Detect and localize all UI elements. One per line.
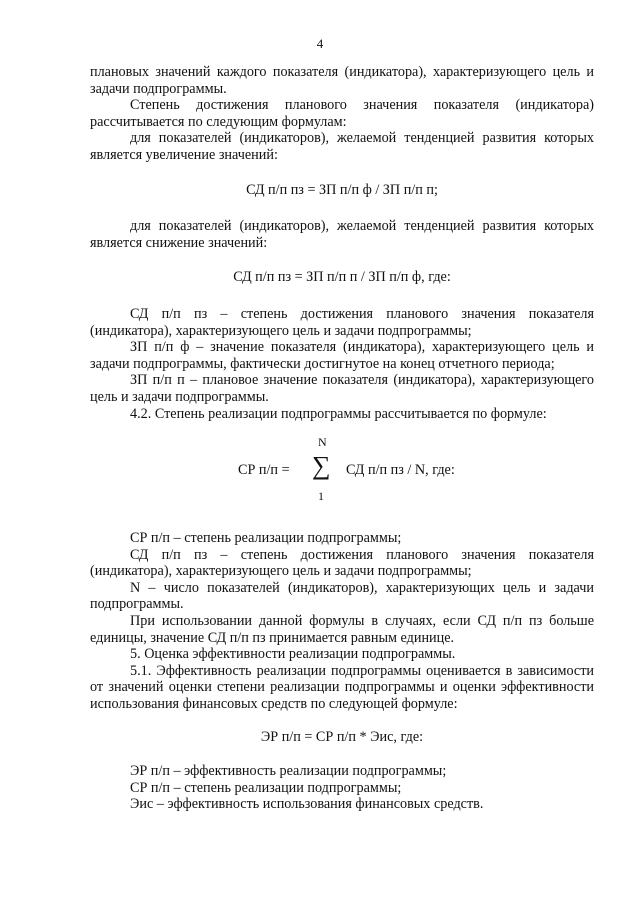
page-number: 4 [316,36,324,51]
paragraph-formula-usage: При использовании данной формулы в случаях, если СД п/п пз больше единицы, значение СД п/п пз принимается равным единице. [90,613,594,646]
sum-upper-limit: N [318,435,327,450]
definition-er: ЭР п/п – эффективность реализации подпрограммы; [130,763,447,780]
paragraph-planned-values: плановых значений каждого показателя (индикатора), характеризующего цель и задачи подпрограммы. [90,64,594,97]
formula-decrease: СД п/п пз = ЗП п/п п / ЗП п/п ф, где: [233,269,451,286]
formula-efficiency: ЭР п/п = СР п/п * Эис, где: [260,728,424,745]
definition-sd-repeat: СД п/п пз – степень достижения планового значения показателя (индикатора), характеризующего цель и задачи подпрограммы; [90,546,594,580]
definition-zp-fact: ЗП п/п ф – значение показателя (индикатора), характеризующего цель и задачи подпрограммы, фактически достигнутое на конец отчетного периода; [90,339,594,372]
formula-sum [90,434,594,508]
sum-right-part: СД п/п пз / N, где: [346,462,455,479]
definition-sd: СД п/п пз – степень достижения планового значения показателя (индикатора), характеризующего цель и задачи подпрограммы; [90,305,594,339]
section-5-heading: 5. Оценка эффективности реализации подпрограммы. [130,646,456,663]
paragraph-decrease-case: для показателей (индикаторов), желаемой тенденцией развития которых является снижение значений: [90,218,594,251]
paragraph-section-4-2: 4.2. Степень реализации подпрограммы рассчитывается по формуле: [130,405,547,422]
paragraph-section-5-1: 5.1. Эффективность реализации подпрограммы оценивается в зависимости от значений оценки степени реализации подпрограммы и оценки эффективности использования финансовых средств по следующей формуле: [90,662,594,713]
paragraph-increase-case: для показателей (индикаторов), желаемой тенденцией развития которых является увеличение значений: [90,130,594,163]
sigma-symbol: ∑ [312,451,331,481]
sum-left-part: СР п/п = [238,462,290,479]
definition-sr: СР п/п – степень реализации подпрограммы; [130,530,402,547]
definition-eis: Эис – эффективность использования финансовых средств. [130,796,484,813]
formula-increase: СД п/п пз = ЗП п/п ф / ЗП п/п п; [246,181,438,198]
definition-zp-plan: ЗП п/п п – плановое значение показателя (индикатора), характеризующего цель и задачи подпрограммы. [90,372,594,405]
document-body [90,64,594,813]
paragraph-degree-intro: Степень достижения планового значения показателя (индикатора) рассчитывается по следующим формулам: [90,97,594,130]
sum-lower-limit: 1 [318,489,324,504]
definition-sr-repeat: СР п/п – степень реализации подпрограммы; [130,779,402,796]
definition-n: N – число показателей (индикаторов), характеризующих цель и задачи подпрограммы. [90,579,594,613]
